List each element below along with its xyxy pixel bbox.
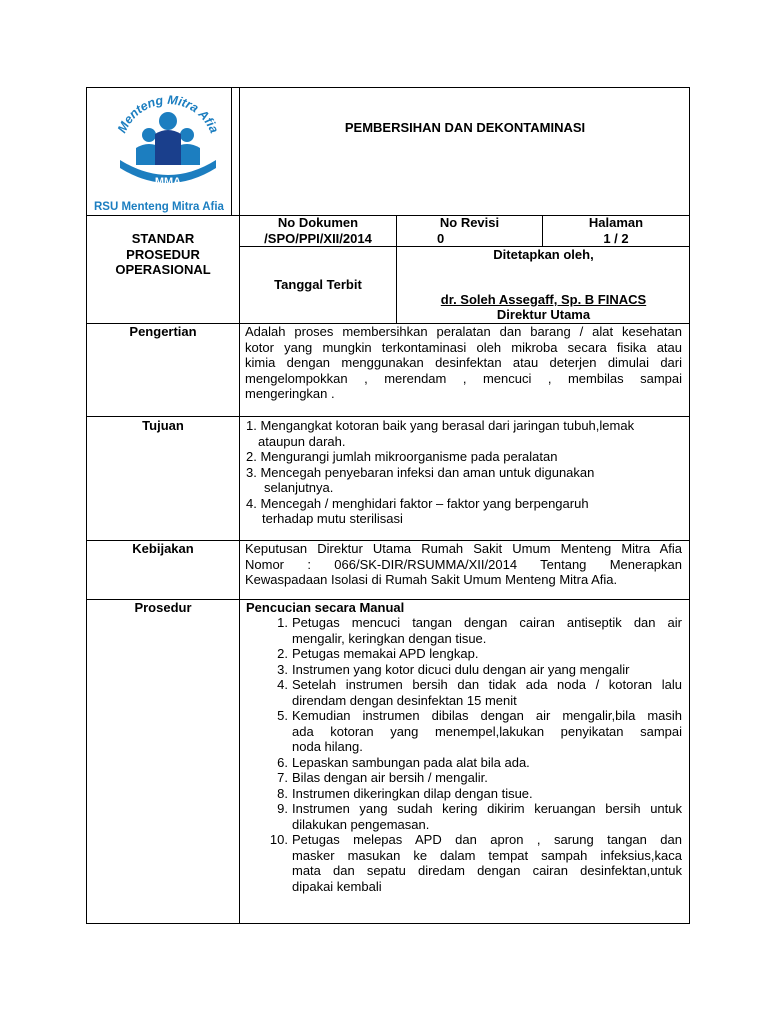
divider-logo-cell (231, 87, 232, 215)
tujuan-label: Tujuan (142, 418, 184, 433)
prosedur-step (264, 677, 682, 708)
kebijakan-line: Keputusan Direktur Utama Rumah Sakit Umum Menteng Mitra Afia (245, 541, 682, 556)
divider-sop-left (239, 246, 396, 247)
prosedur-step-line: noda hilang. (292, 739, 363, 754)
pengertian-text (245, 324, 682, 402)
tujuan-item (246, 496, 682, 527)
pengertian-line: kimia dengan menggunakan desinfektan atau deterjen dimulai dari (245, 355, 682, 370)
approver-title: Direktur Utama (496, 307, 591, 322)
prosedur-step-line: masker masukan ke dalam tempat sampah infeksius,kaca (292, 847, 682, 863)
pengertian-line: Adalah proses membersihkan peralatan dan barang / alat kesehatan (245, 324, 682, 339)
sop-label (87, 231, 239, 278)
logo-graphic (108, 90, 228, 200)
prosedur-step-line: Petugas mencuci tangan dengan cairan antiseptik dan air (292, 615, 682, 630)
prosedur-step-line: dipakai kembali (292, 878, 382, 894)
page-cell (543, 215, 689, 246)
document-title: PEMBERSIHAN DAN DEKONTAMINASI (344, 120, 586, 135)
prosedur-subtitle: Pencucian secara Manual (246, 600, 405, 615)
prosedur-step-line: Instrumen dikeringkan dilap dengan tisue. (292, 785, 533, 801)
tujuan-item-line: 2. Mengurangi jumlah mikroorganisme pada peralatan (246, 449, 558, 464)
divider-label-column (239, 87, 240, 924)
pengertian-line: mengelompokkan , merendam , mencuci , membilas sampai (245, 370, 682, 386)
prosedur-step-line: Lepaskan sambungan pada alat bila ada. (292, 754, 530, 770)
prosedur-step-number: 4. (277, 677, 288, 692)
prosedur-step (264, 801, 682, 832)
tujuan-item-line: 4. Mencegah / menghidari faktor – faktor yang berpengaruh (246, 495, 589, 511)
page-label: Halaman (588, 215, 644, 230)
tujuan-list (246, 418, 682, 527)
prosedur-label: Prosedur (134, 600, 192, 615)
page-value: 1 / 2 (603, 230, 629, 246)
doc-number-value: /SPO/PPI/XII/2014 (264, 230, 372, 246)
approver-name: dr. Soleh Assegaff, Sp. B FINACS (440, 292, 647, 307)
tujuan-item-line: 1. Mengangkat kotoran baik yang berasal dari jaringan tubuh,lemak (246, 418, 635, 433)
prosedur-step-number: 5. (277, 708, 288, 723)
sop-label-line2: PROSEDUR (126, 246, 200, 262)
prosedur-step-line: Setelah instrumen bersih dan tidak ada noda / kotoran lalu (292, 677, 682, 692)
prosedur-step-line: Bilas dengan air bersih / mengalir. (292, 770, 488, 785)
prosedur-step (264, 755, 682, 771)
pengertian-line: mengeringkan . (245, 386, 335, 401)
prosedur-step-number: 10. (269, 832, 288, 847)
tujuan-item-line: selanjutnya. (264, 480, 334, 495)
prosedur-step (264, 646, 682, 662)
tujuan-item (246, 465, 682, 496)
sop-label-line1: STANDAR (131, 231, 195, 246)
prosedur-step-number: 2. (277, 646, 288, 661)
doc-number-label: No Dokumen (277, 215, 359, 230)
approved-label: Ditetapkan oleh, (493, 247, 594, 262)
prosedur-step-number: 8. (277, 785, 288, 801)
prosedur-step (264, 786, 682, 802)
sop-label-line3: OPERASIONAL (115, 262, 211, 277)
prosedur-step (264, 832, 682, 894)
kebijakan-line: Kewaspadaan Isolasi di Rumah Sakit Umum Menteng Mitra Afia. (245, 572, 618, 587)
prosedur-step-number: 3. (277, 661, 288, 677)
prosedur-step-line: dilakukan pengemasan. (292, 816, 430, 832)
kebijakan-label: Kebijakan (132, 541, 194, 556)
logo-arc-text: Menteng Mitra Afia (114, 92, 222, 136)
logo-badge-text: MMA (154, 176, 182, 188)
prosedur-step-line: Instrumen yang kotor dicuci dulu dengan air yang mengalir (292, 661, 630, 677)
tujuan-item-line: 3. Mencegah penyebaran infeksi dan aman untuk digunakan (246, 464, 595, 480)
pengertian-line: kotor yang mungkin terkontaminasi oleh mikroba secara fisika atau (245, 339, 682, 355)
prosedur-step (264, 708, 682, 755)
prosedur-step-number: 7. (277, 770, 288, 785)
prosedur-step-line: direndam dengan desinfektan 15 menit (292, 692, 517, 708)
pengertian-label: Pengertian (129, 324, 197, 339)
prosedur-step-line: Petugas memakai APD lengkap. (292, 646, 479, 661)
kebijakan-text (245, 541, 682, 588)
hospital-name: RSU Menteng Mitra Afia (94, 201, 224, 213)
prosedur-step (264, 662, 682, 678)
prosedur-step (264, 615, 682, 646)
prosedur-step-number: 9. (277, 801, 288, 816)
prosedur-step-number: 6. (277, 754, 288, 770)
prosedur-step-line: mengalir, keringkan dengan tisue. (292, 630, 487, 646)
prosedur-step-list (264, 615, 682, 894)
issue-date-label: Tanggal Terbit (274, 277, 362, 292)
prosedur-steps (264, 615, 682, 894)
hospital-logo (108, 90, 228, 200)
tujuan-item-line: ataupun darah. (258, 433, 346, 449)
tujuan-item (246, 449, 682, 465)
divider-pengertian-bottom (86, 416, 690, 417)
tujuan-item (246, 418, 682, 449)
prosedur-step-line: ada kotoran yang menempel,lakukan penyikatan sampai (292, 723, 682, 739)
prosedur-step-number: 1. (277, 615, 288, 630)
prosedur-step-line: Petugas melepas APD dan apron , sarung tangan dan (292, 832, 682, 847)
tujuan-item-line: terhadap mutu sterilisasi (262, 511, 403, 526)
prosedur-step-line: Instrumen yang sudah kering dikirim keruangan bersih untuk (292, 801, 682, 816)
prosedur-step (264, 770, 682, 786)
prosedur-step-line: mata dan sepatu diredam dengan cairan desinfektan,untuk (292, 863, 682, 878)
revision-value: 0 (437, 230, 445, 246)
doc-number-cell (240, 215, 396, 246)
revision-label: No Revisi (439, 215, 500, 230)
kebijakan-line: Nomor : 066/SK-DIR/RSUMMA/XII/2014 Tentang Menerapkan (245, 556, 682, 572)
revision-cell (397, 215, 542, 246)
prosedur-step-line: Kemudian instrumen dibilas dengan air mengalir,bila masih (292, 708, 682, 723)
